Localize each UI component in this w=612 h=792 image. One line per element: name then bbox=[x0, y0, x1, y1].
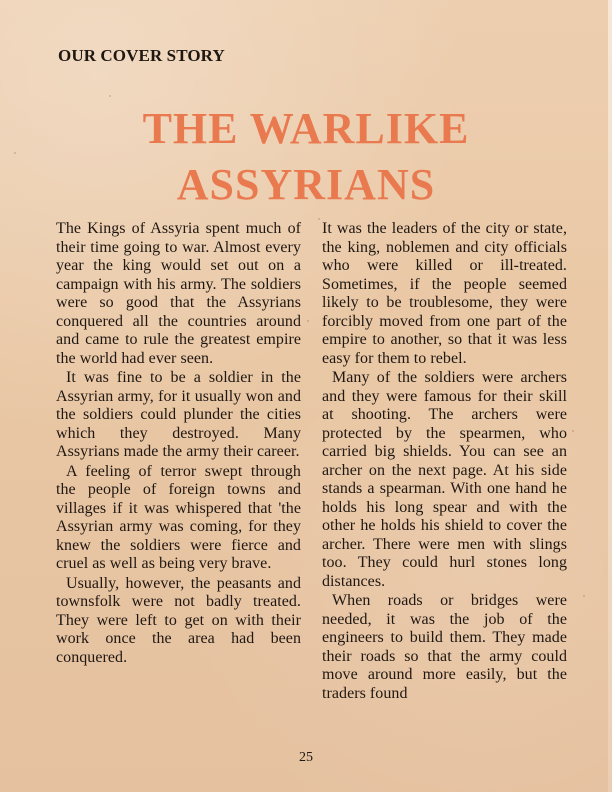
article-columns bbox=[56, 220, 572, 754]
left-paragraph-3: A feeling of terror swept through the people of foreign towns and villages if it was whispered that 'the Assyrian army was coming, for they knew the soldiers were fierce and cruel as well as being very brave. bbox=[56, 462, 301, 572]
page-number: 25 bbox=[299, 750, 313, 765]
paper-speck bbox=[583, 595, 585, 597]
article-title-line-1: THE WARLIKE bbox=[142, 104, 470, 153]
right-paragraph-2: Many of the soldiers were archers and they were famous for their skill at shooting. The archers were protected by the spearmen, who carried big shields. You can see an archer on the next page. At his side stands a spearman. With one hand he holds his long spear and with the other he holds his shield to cover the archer. There were men with slings too. They could hurl stones long distances. bbox=[322, 369, 567, 590]
left-paragraph-4: Usually, however, the peasants and townsfolk were not badly treated. They were left to get on with their work once the area had been conquered. bbox=[56, 574, 301, 666]
left-text-column bbox=[56, 220, 301, 667]
paper-speck bbox=[307, 320, 309, 322]
left-paragraph-2: It was fine to be a soldier in the Assyrian army, for it usually won and the soldiers could plunder the cities which they destroyed. Many Assyrians made the army their career. bbox=[56, 369, 301, 460]
section-kicker: OUR COVER STORY bbox=[58, 46, 225, 65]
right-text-column bbox=[322, 220, 567, 703]
article-title bbox=[0, 101, 612, 213]
paper-speck bbox=[572, 430, 574, 432]
paper-speck bbox=[14, 152, 16, 154]
right-paragraph-3: When roads or bridges were needed, it was the job of the engineers to build them. They made their roads so that the army could move around more easily, but the traders found bbox=[322, 592, 567, 702]
right-paragraph-1: It was the leaders of the city or state, the king, noblemen and city officials who were killed or ill-treated. Sometimes, if the people seemed likely to be troublesome, they were forcibly moved from one part of the empire to another, so that it was less easy for them to rebel. bbox=[322, 220, 567, 367]
paper-speck bbox=[109, 95, 111, 97]
paper-speck bbox=[318, 218, 320, 220]
article-title-line-2: ASSYRIANS bbox=[176, 160, 436, 209]
left-paragraph-1: The Kings of Assyria spent much of their time going to war. Almost every year the king would set out on a campaign with his army. The soldiers were so good that the Assyrians conquered all the countries around and came to rule the greatest empire the world had ever seen. bbox=[56, 220, 301, 367]
